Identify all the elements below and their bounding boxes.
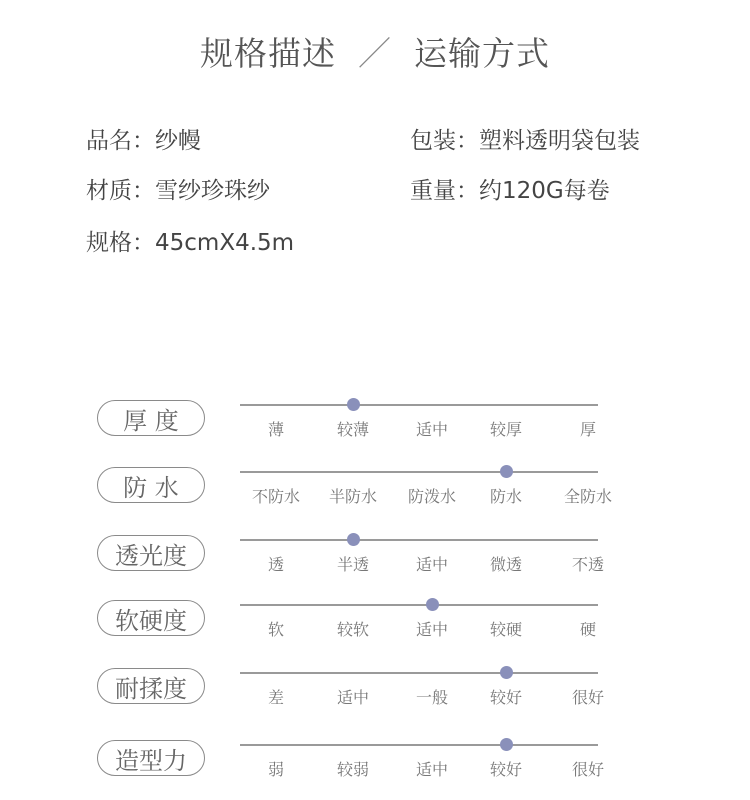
- rating-track: [240, 471, 598, 473]
- rating-scale-label: 较硬: [489, 620, 523, 639]
- spec-weight: 重量：约120G每卷: [410, 178, 610, 204]
- rating-scale-label: 很好: [571, 688, 605, 707]
- rating-name-badge: 透光度: [97, 535, 205, 571]
- rating-row: [0, 467, 750, 527]
- spec-package: 包装：塑料透明袋包装: [410, 128, 640, 154]
- rating-row: [0, 668, 750, 728]
- title-shipping: 运输方式: [414, 34, 550, 73]
- rating-scale-label: 微透: [489, 555, 523, 574]
- rating-scale-label: 适中: [415, 760, 449, 779]
- title-spec: 规格描述: [200, 34, 336, 73]
- rating-scale-label: 不防水: [251, 487, 301, 506]
- rating-scale-label: 较好: [489, 760, 523, 779]
- rating-scale-label: 较好: [489, 688, 523, 707]
- section-title: [0, 28, 750, 75]
- rating-scale-label: 适中: [415, 555, 449, 574]
- rating-scale-label: 适中: [415, 620, 449, 639]
- rating-track: [240, 604, 598, 606]
- rating-name-badge: 厚 度: [97, 400, 205, 436]
- rating-marker: [500, 738, 513, 751]
- rating-marker: [500, 666, 513, 679]
- rating-scale-label: 较薄: [336, 420, 370, 439]
- rating-scale-label: 一般: [415, 688, 449, 707]
- rating-name-badge: 防 水: [97, 467, 205, 503]
- rating-marker: [426, 598, 439, 611]
- rating-scale-label: 厚: [579, 420, 597, 439]
- rating-track: [240, 404, 598, 406]
- rating-marker: [347, 398, 360, 411]
- rating-row: [0, 740, 750, 800]
- rating-scale-label: 全防水: [563, 487, 613, 506]
- rating-row: [0, 400, 750, 460]
- rating-scale-label: 硬: [579, 620, 597, 639]
- rating-name-badge: 耐揉度: [97, 668, 205, 704]
- spec-material: 材质：雪纱珍珠纱: [86, 178, 270, 204]
- rating-scale-label: 较弱: [336, 760, 370, 779]
- rating-scale-label: 适中: [336, 688, 370, 707]
- rating-scale-label: 防泼水: [407, 487, 457, 506]
- rating-scale-label: 不透: [571, 555, 605, 574]
- rating-scale-label: 适中: [415, 420, 449, 439]
- rating-scale-label: 半透: [336, 555, 370, 574]
- rating-row: [0, 535, 750, 595]
- spec-size: 规格：45cmX4.5m: [86, 230, 295, 256]
- title-separator: ／: [358, 34, 392, 73]
- rating-track: [240, 539, 598, 541]
- rating-scale-label: 弱: [267, 760, 285, 779]
- rating-name-badge: 造型力: [97, 740, 205, 776]
- rating-row: [0, 600, 750, 660]
- rating-scale-label: 薄: [267, 420, 285, 439]
- rating-scale-label: 差: [267, 688, 285, 707]
- rating-scale-label: 很好: [571, 760, 605, 779]
- rating-scale-label: 防水: [489, 487, 523, 506]
- spec-name: 品名：纱幔: [86, 128, 201, 154]
- rating-marker: [347, 533, 360, 546]
- rating-track: [240, 744, 598, 746]
- rating-scale-label: 较厚: [489, 420, 523, 439]
- rating-marker: [500, 465, 513, 478]
- rating-scale-label: 半防水: [328, 487, 378, 506]
- rating-track: [240, 672, 598, 674]
- rating-scale-label: 软: [267, 620, 285, 639]
- rating-scale-label: 透: [267, 555, 285, 574]
- rating-scale-label: 较软: [336, 620, 370, 639]
- rating-name-badge: 软硬度: [97, 600, 205, 636]
